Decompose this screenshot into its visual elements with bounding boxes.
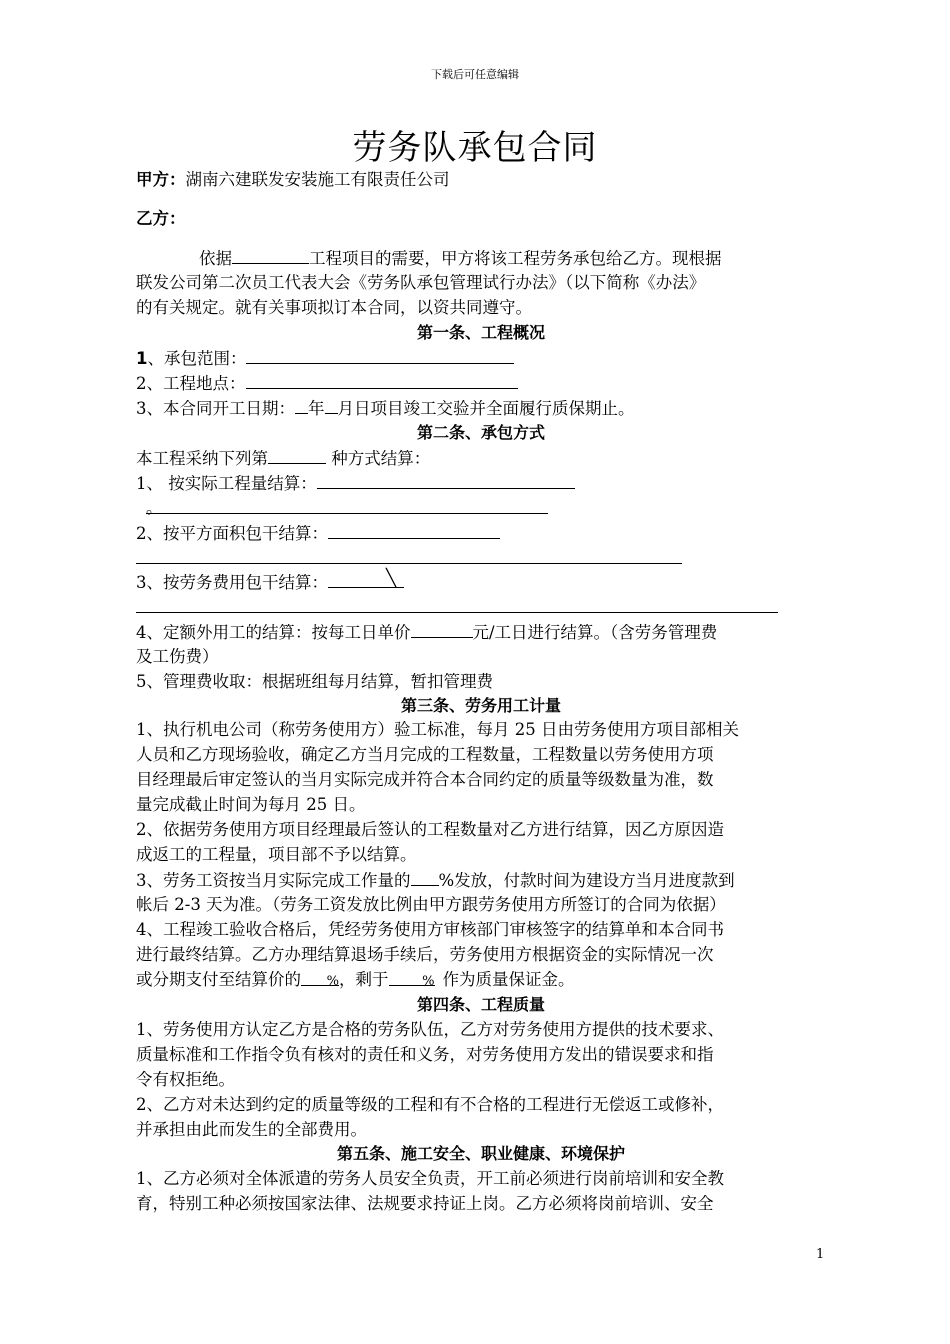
intro-text: 工程项目的需要，甲方将该工程劳务承包给乙方。现根据: [309, 249, 722, 268]
sec3-p2-line: 成返工的工程量，项目部不予以结算。: [136, 845, 417, 864]
month-label: 月: [337, 399, 354, 418]
blank-field: [328, 521, 500, 539]
blank-field: [411, 620, 473, 638]
item-text: 4、定额外用工的结算：按每工日单价: [136, 623, 411, 642]
sec2-item3: [136, 570, 826, 595]
section-4-title: 第四条、工程质量: [416, 995, 545, 1014]
section-3-title: 第三条、劳务用工计量: [400, 696, 561, 715]
sec3-p4-line: 4、工程竣工验收合格后，凭经劳务使用方审核部门审核签字的结算单和本合同书: [136, 920, 724, 939]
sec2-intro: [136, 446, 826, 471]
sec1-item3: [136, 396, 826, 421]
intro-line-2: 联发公司第二次员工代表大会《劳务队承包管理试行办法》（以下简称《办法》: [136, 273, 706, 292]
sec4-p1-line: 1、劳务使用方认定乙方是合格的劳务队伍，乙方对劳务使用方提供的技术要求、: [136, 1020, 724, 1039]
percent-sign: %: [326, 974, 339, 989]
party-b-label: 乙方：: [136, 209, 186, 228]
party-a-label: 甲方：: [136, 170, 186, 189]
sec3-p1-line: 目经理最后审定签认的当月实际完成并符合本合同约定的质量等级数量为准，数: [136, 770, 714, 789]
blank-field: [411, 868, 439, 886]
sec4-p2-line: 并承担由此而发生的全部费用。: [136, 1120, 367, 1139]
slash-mark: ╲: [386, 568, 396, 587]
page-header: 下载后可任意编辑: [431, 68, 519, 81]
sec3-p3-line: [136, 868, 826, 893]
item-text: 1、 按实际工程量结算：: [136, 474, 317, 493]
blank-line: [136, 612, 778, 613]
blank-field: [268, 446, 326, 464]
sec3-p1-line: 人员和乙方现场验收，确定乙方当月完成的工程数量，工程数量以劳务使用方项: [136, 745, 714, 764]
item-text: 3、劳务工资按当月实际完成工作量的: [136, 871, 411, 890]
sec2-item4-cont: 及工伤费）: [136, 647, 219, 666]
day-label: 日项目竣工交验并全面履行质保期止。: [354, 399, 635, 418]
item-text: %发放，付款时间为建设方当月进度款到: [438, 871, 735, 890]
sec1-item2: [136, 371, 826, 396]
blank-field: [246, 371, 518, 389]
blank-field: [146, 496, 548, 517]
sec4-p2-line: 2、乙方对未达到约定的质量等级的工程和有不合格的工程进行无偿返工或修补，: [136, 1095, 724, 1114]
sec4-p1-line: 令有权拒绝。: [136, 1070, 235, 1089]
blank-line: [136, 563, 682, 564]
party-b-line: [136, 207, 826, 231]
document-title: 劳务队承包合同: [352, 128, 598, 168]
item-text: 2、按平方面积包干结算：: [136, 524, 328, 543]
sec2-item5: 5、管理费收取：根据班组每月结算，暂扣管理费: [136, 672, 493, 691]
blank-field: [301, 968, 339, 989]
sec4-p1-line: 质量标准和工作指令负有核对的责任和义务，对劳务使用方发出的错误要求和指: [136, 1045, 714, 1064]
item-text: ，剩于: [339, 970, 389, 989]
blank-field: [232, 246, 309, 264]
sec5-p1-line: 1、乙方必须对全体派遣的劳务人员安全负责，开工前必须进行岗前培训和安全教: [136, 1169, 724, 1188]
blank-field: [246, 346, 514, 364]
item-text: 3、按劳务费用包干结算：: [136, 573, 328, 592]
blank-field: [328, 570, 404, 588]
percent-sign: %: [422, 974, 435, 989]
item-text: 本工程采纳下列第: [136, 449, 268, 468]
sec3-p3-line: 帐后 2-3 天为准。（劳务工资发放比例由甲方跟劳务使用方所签订的合同为依据）: [136, 895, 726, 914]
period-mark: 。: [146, 498, 163, 517]
section-2-title: 第二条、承包方式: [416, 423, 545, 442]
blank-field: [325, 396, 338, 414]
item-text: 、承包范围：: [147, 349, 247, 368]
blank-field: [389, 968, 435, 989]
item-text: 或分期支付至结算价的: [136, 970, 301, 989]
sec2-item4: [136, 620, 826, 645]
item-text: 作为质量保证金。: [442, 970, 575, 989]
year-label: 年: [308, 399, 325, 418]
sec3-p1-line: 1、执行机电公司（称劳务使用方）验工标准，每月 25 日由劳务使用方项目部相关: [136, 720, 739, 739]
sec5-p1-line: 育，特别工种必须按国家法律、法规要求持证上岗。乙方必须将岗前培训、安全: [136, 1194, 714, 1213]
item-number: 1: [136, 349, 148, 368]
sec1-item1: [136, 346, 826, 371]
sec2-item2: [136, 521, 826, 546]
intro-text: 依据: [199, 249, 232, 268]
sec3-p4-line: [136, 968, 826, 992]
section-5-title: 第五条、施工安全、职业健康、环境保护: [336, 1144, 625, 1163]
blank-field: [317, 471, 575, 489]
party-a-line: [136, 168, 826, 192]
blank-field: [295, 396, 308, 414]
item-text: 2、工程地点：: [136, 374, 246, 393]
intro-line-1: [199, 246, 889, 271]
item-text: 元/工日进行结算。（含劳务管理费: [472, 623, 718, 642]
party-a-name: 湖南六建联发安装施工有限责任公司: [185, 170, 450, 189]
sec3-p1-line: 量完成截止时间为每月 25 日。: [136, 795, 366, 814]
sec3-p4-line: 进行最终结算。乙方办理结算退场手续后，劳务使用方根据资金的实际情况一次: [136, 945, 714, 964]
section-1-title: 第一条、工程概况: [416, 323, 545, 342]
sec2-item1: [136, 471, 826, 496]
item-text: 3、本合同开工日期：: [136, 399, 295, 418]
intro-line-3: 的有关规定。就有关事项拟订本合同，以资共同遵守。: [136, 298, 532, 317]
page-number: 1: [816, 1247, 825, 1262]
sec2-item1-cont: [146, 496, 836, 520]
item-text: 种方式结算：: [326, 449, 431, 468]
sec3-p2-line: 2、依据劳务使用方项目经理最后签认的工程数量对乙方进行结算，因乙方原因造: [136, 820, 724, 839]
